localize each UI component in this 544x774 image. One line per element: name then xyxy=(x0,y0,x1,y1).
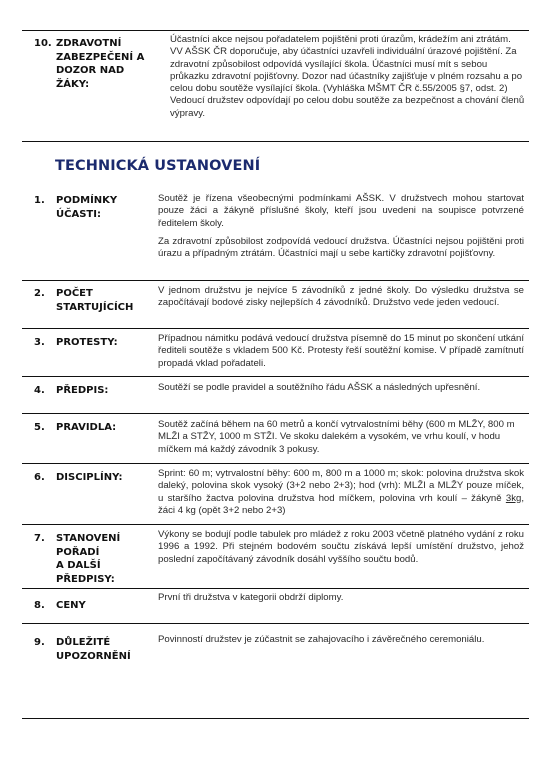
item-7-label-line: STANOVENÍ xyxy=(56,533,121,544)
rule-after-item-5 xyxy=(22,463,529,464)
item-5-label xyxy=(56,421,116,435)
item-1-label xyxy=(56,194,117,221)
item-10-label-line: ZABEZPEČENÍ A xyxy=(56,51,145,63)
item-3-label-line: PROTESTY: xyxy=(56,337,118,348)
rule-after-item-1 xyxy=(22,280,529,281)
item-10-label xyxy=(56,37,144,91)
item-8-text: První tři družstva v kategorii obdrží diplomy. xyxy=(158,592,344,603)
section-title: TECHNICKÁ USTANOVENÍ xyxy=(55,158,261,174)
item-2-text: V jednom družstvu je nejvíce 5 závodníků z jedné školy. Do výsledku družstva se započítávají bodové zisky nejlepších 4 závodníků. Družstvo vede jeden vedoucí. xyxy=(158,285,524,309)
item-9-label-line: UPOZORNĚNÍ xyxy=(56,650,131,662)
item-9-label xyxy=(56,636,131,663)
item-1-paragraph-2: Za zdravotní způsobilost zodpovídá vedoucí družstva. Účastníci nejsou pojištěni proti úrazu a případným ztrátám. Účastníci mají u sebe kartičky zdravotní pojišťovny. xyxy=(158,236,524,260)
item-3-text: Případnou námitku podává vedoucí družstva písemně do 15 minut po skončení utkání řediteli soutěže s vkladem 500 Kč. Protesty řeší soutěžní komise. V případě zamítnutí propadá vklad pořadateli. xyxy=(158,333,524,369)
item-4-label xyxy=(56,384,108,398)
item-1-paragraph-1: Soutěž je řízena všeobecnými podmínkami AŠSK. V družstvech mohou startovat pouze žáci a žákyně příslušné školy, kteří jsou uvedeni na soupisce potvrzené ředitelem školy. xyxy=(158,193,524,229)
rule-after-item-3 xyxy=(22,376,529,377)
item-4-text: Soutěží se podle pravidel a soutěžního řádu AŠSK a následných upřesnění. xyxy=(158,382,481,393)
item-7-label xyxy=(56,532,120,586)
item-7-text: Výkony se bodují podle tabulek pro mládež z roku 2003 včetně platného vydání z roku 1996 a 1992. Při stejném bodovém součtu získává lepší umístění družstvo, jehož poslední započítávaný závodník dosáhl vyššího součtu bodů. xyxy=(158,529,524,565)
item-10-label-line: ŽÁKY: xyxy=(56,78,90,90)
rule-top xyxy=(22,30,529,31)
item-7-label-line: PŘEDPISY: xyxy=(56,573,115,585)
item-10-label-line: DOZOR NAD xyxy=(56,65,125,76)
item-10-number: 10. xyxy=(34,38,52,49)
item-7-number: 7. xyxy=(34,533,45,544)
item-1-label-line: PODMÍNKY xyxy=(56,195,118,206)
rule-after-item-10 xyxy=(22,141,529,142)
item-5-text: Soutěž začíná během na 60 metrů a končí vytrvalostními běhy (600 m MLŽY, 800 m MLŽI a STŽY, 1000 m STŽI. Ve skoku dalekém a vysokém, ve vrhu koulí, v hodu míčkem má každý závodník 3 pokusy. xyxy=(158,419,515,455)
item-2-number: 2. xyxy=(34,288,45,299)
item-5-label-line: PRAVIDLA: xyxy=(56,422,117,433)
item-8-label xyxy=(56,599,86,613)
item-6-number: 6. xyxy=(34,472,45,483)
item-6-text-part: , žáci 4 kg (opět 3+2 nebo 2+3) xyxy=(158,492,524,516)
item-7-label-line: POŘADÍ xyxy=(56,546,100,558)
item-2-label-line: STARTUJÍCÍCH xyxy=(56,301,134,313)
item-9-number: 9. xyxy=(34,637,45,648)
item-2-label-line: POČET xyxy=(56,288,93,299)
item-6-label xyxy=(56,471,122,485)
item-6-underlined-weight: 3kg xyxy=(505,492,522,504)
item-4-label-line: PŘEDPIS: xyxy=(56,385,109,396)
item-9-label-line: DŮLEŽITÉ xyxy=(56,637,111,648)
item-1-label-line: ÚČASTI: xyxy=(56,208,101,220)
item-1-number: 1. xyxy=(34,195,45,206)
item-8-label-line: CENY xyxy=(56,600,86,611)
rule-after-item-6 xyxy=(22,524,529,525)
item-6-text-part: Sprint: 60 m; vytrvalostní běhy: 600 m, 800 m a 1000 m; skok: polovina družstva skok daleký, polovina skok vysoký (3+2 nebo 2+3); hod (vrh): MLŽI a MLŽY pouze míček, u staršího žactva polovina družstva hod míčkem, polovina vrh koulí – žákyně xyxy=(158,468,524,504)
item-10-text: Účastníci akce nejsou pořadatelem pojištěni proti úrazům, krádežím ani ztrátám. VV AŠSK ČR doporučuje, aby účastníci uzavřeli individuální úrazové pojištění. Za zdravotní způsobilost odpovídá vysílající škola. Účastníci musí mít s sebou průkazku zdravotní pojišťovny. Dozor nad účastníky zajišťuje v plném rozsahu a po celou dobu soutěže vysílající škola. (Vyhláška MŠMT ČR č.55/2005 §7, odst. 2) Vedoucí družstev odpovídají po celou dobu soutěže za bezpečnost a chování členů výpravy. xyxy=(170,34,525,119)
item-6-text xyxy=(158,468,524,517)
item-9-text: Povinností družstev je zúčastnit se zahajovacího i závěrečného ceremoniálu. xyxy=(158,634,485,645)
item-2-label xyxy=(56,287,133,314)
item-3-number: 3. xyxy=(34,337,45,348)
rule-after-item-4 xyxy=(22,413,529,414)
rule-after-item-8 xyxy=(22,623,529,624)
item-10-label-line: ZDRAVOTNÍ xyxy=(56,38,122,49)
item-3-label xyxy=(56,336,118,350)
item-4-number: 4. xyxy=(34,385,45,396)
item-5-number: 5. xyxy=(34,422,45,433)
item-7-label-line: A DALŠÍ xyxy=(56,560,101,571)
rule-after-item-2 xyxy=(22,328,529,329)
rule-bottom xyxy=(22,718,529,719)
rule-after-item-7 xyxy=(22,588,529,589)
item-8-number: 8. xyxy=(34,600,45,611)
item-6-label-line: DISCIPLÍNY: xyxy=(56,472,123,483)
